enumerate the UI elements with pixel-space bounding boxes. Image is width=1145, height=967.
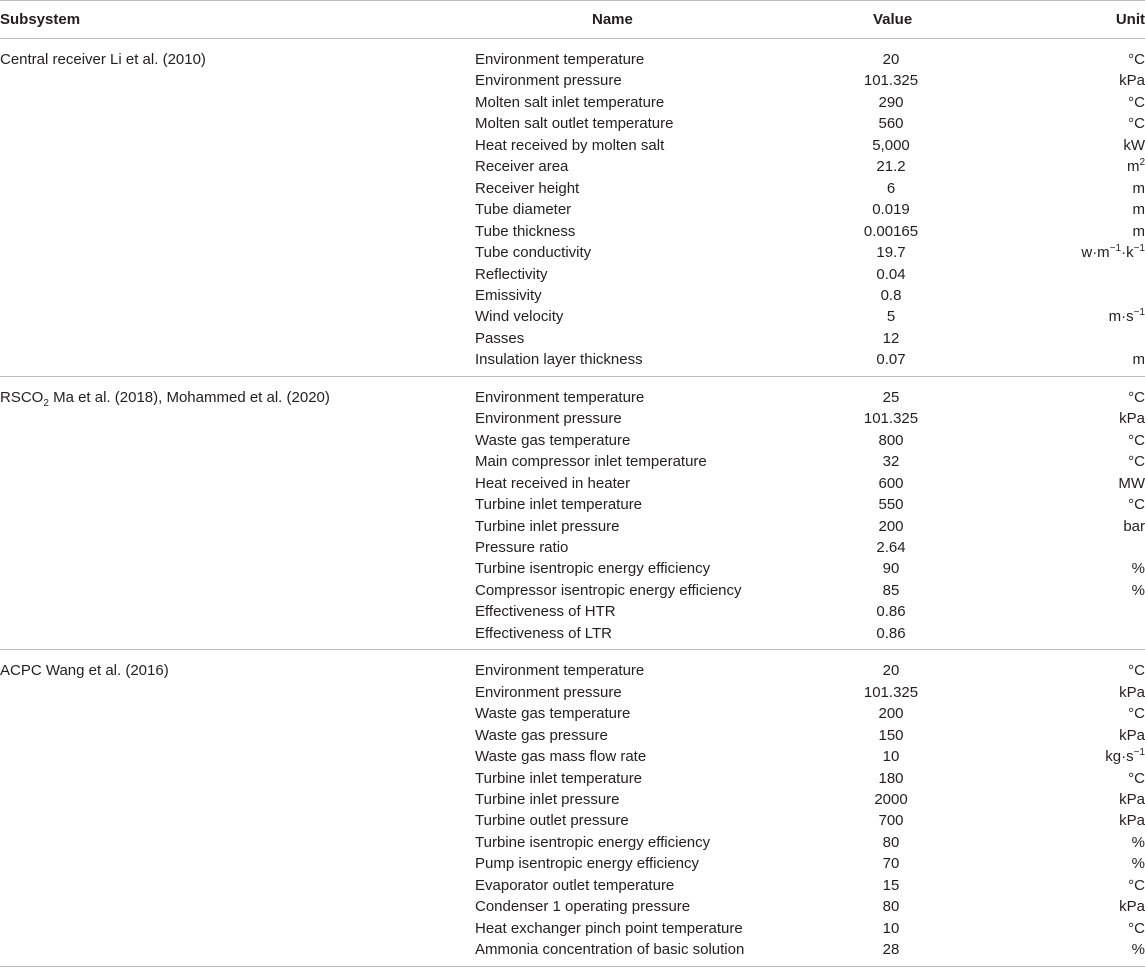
parameter-unit [1023, 810, 1145, 831]
table-row [0, 70, 1145, 91]
parameter-name: Reflectivity [475, 264, 805, 285]
parameter-unit [1023, 853, 1145, 874]
table-row [0, 349, 1145, 376]
table-row [0, 918, 1145, 939]
table-row [0, 832, 1145, 853]
subsystem-cell [0, 451, 475, 472]
unit-text: °C [1128, 496, 1145, 513]
subsystem-cell [0, 601, 475, 622]
parameter-unit [1023, 306, 1145, 327]
parameter-unit [1023, 682, 1145, 703]
subsystem-cell [0, 285, 475, 306]
parameter-name: Turbine inlet temperature [475, 494, 805, 515]
parameter-name: Main compressor inlet temperature [475, 451, 805, 472]
subsystem-cell [0, 875, 475, 896]
parameter-name: Compressor isentropic energy efficiency [475, 580, 805, 601]
subsystem-label: RSCO [0, 389, 43, 406]
parameter-name: Ammonia concentration of basic solution [475, 939, 805, 966]
subsystem-cell [0, 682, 475, 703]
table-row [0, 494, 1145, 515]
subsystem-label: ACPC Wang et al. (2016) [0, 662, 169, 679]
unit-text: °C [1128, 115, 1145, 132]
subsystem-cell [0, 408, 475, 429]
parameter-value: 85 [805, 580, 1023, 601]
parameter-name: Heat exchanger pinch point temperature [475, 918, 805, 939]
parameter-unit [1023, 264, 1145, 285]
parameter-value: 19.7 [805, 242, 1023, 263]
parameter-unit [1023, 939, 1145, 966]
parameter-name: Effectiveness of HTR [475, 601, 805, 622]
subsystem-cell [0, 264, 475, 285]
parameter-value: 20 [805, 650, 1023, 682]
table-row [0, 264, 1145, 285]
unit-text: °C [1128, 770, 1145, 787]
parameter-value: 0.86 [805, 623, 1023, 650]
unit-text: % [1132, 560, 1145, 577]
parameter-value: 150 [805, 725, 1023, 746]
unit-text: m [1133, 180, 1145, 197]
parameter-value: 21.2 [805, 156, 1023, 177]
subsystem-cell [0, 494, 475, 515]
table-row [0, 92, 1145, 113]
parameter-value: 70 [805, 853, 1023, 874]
parameter-name: Turbine isentropic energy efficiency [475, 832, 805, 853]
parameter-name: Turbine isentropic energy efficiency [475, 558, 805, 579]
unit-text: °C [1128, 705, 1145, 722]
unit-text: kPa [1119, 812, 1145, 829]
parameter-name: Environment pressure [475, 408, 805, 429]
subsystem-cell [0, 199, 475, 220]
table-row [0, 199, 1145, 220]
subsystem-cell [0, 39, 475, 71]
unit-text: °C [1128, 51, 1145, 68]
unit-exponent: −1 [1134, 307, 1145, 318]
parameter-value: 10 [805, 746, 1023, 767]
table-row [0, 939, 1145, 966]
unit-exponent: −1 [1134, 747, 1145, 758]
parameter-value: 20 [805, 39, 1023, 71]
unit-exponent: 2 [1139, 157, 1145, 168]
parameter-name: Environment pressure [475, 70, 805, 91]
table-row [0, 473, 1145, 494]
parameter-unit [1023, 328, 1145, 349]
table-row [0, 703, 1145, 724]
unit-text: °C [1128, 877, 1145, 894]
parameter-unit [1023, 650, 1145, 682]
subsystem-cell [0, 242, 475, 263]
parameter-unit [1023, 623, 1145, 650]
parameter-unit [1023, 768, 1145, 789]
unit-text: m [1133, 351, 1145, 368]
parameter-name: Environment temperature [475, 650, 805, 682]
table-row [0, 537, 1145, 558]
parameter-unit [1023, 746, 1145, 767]
parameter-value: 800 [805, 430, 1023, 451]
parameter-unit [1023, 875, 1145, 896]
subsystem-cell [0, 623, 475, 650]
parameter-value: 101.325 [805, 70, 1023, 91]
parameter-value: 101.325 [805, 682, 1023, 703]
table-row [0, 113, 1145, 134]
parameter-value: 80 [805, 896, 1023, 917]
unit-text: kg·s [1105, 748, 1133, 765]
unit-text: w·m [1081, 244, 1109, 261]
table-row [0, 451, 1145, 472]
subsystem-cell [0, 113, 475, 134]
parameter-value: 0.07 [805, 349, 1023, 376]
parameter-value: 15 [805, 875, 1023, 896]
unit-text: bar [1123, 518, 1145, 535]
parameter-name: Waste gas pressure [475, 725, 805, 746]
subsystem-cell [0, 725, 475, 746]
parameter-value: 5,000 [805, 135, 1023, 156]
unit-text: kPa [1119, 791, 1145, 808]
unit-exponent: −1 [1110, 243, 1121, 254]
unit-text: kW [1123, 137, 1145, 154]
table-row [0, 580, 1145, 601]
subsystem-cell [0, 580, 475, 601]
unit-text: % [1132, 855, 1145, 872]
unit-text: kPa [1119, 72, 1145, 89]
parameter-unit [1023, 473, 1145, 494]
subsystem-cell [0, 306, 475, 327]
table-row [0, 221, 1145, 242]
subsystem-cell [0, 135, 475, 156]
parameter-value: 32 [805, 451, 1023, 472]
parameter-name: Passes [475, 328, 805, 349]
subsystem-cell [0, 70, 475, 91]
subsystem-cell [0, 376, 475, 408]
parameter-unit [1023, 285, 1145, 306]
subsystem-subscript: 2 [43, 398, 49, 409]
table-row [0, 156, 1145, 177]
parameter-unit [1023, 92, 1145, 113]
parameter-unit [1023, 349, 1145, 376]
parameter-name: Environment temperature [475, 376, 805, 408]
subsystem-cell [0, 92, 475, 113]
parameter-value: 200 [805, 516, 1023, 537]
table-row [0, 810, 1145, 831]
parameter-unit [1023, 156, 1145, 177]
header-row [0, 1, 1145, 39]
unit-text: MW [1118, 475, 1145, 492]
table-row [0, 376, 1145, 408]
unit-text: % [1132, 941, 1145, 958]
table-row [0, 875, 1145, 896]
parameter-unit [1023, 703, 1145, 724]
unit-text: % [1132, 582, 1145, 599]
parameter-name: Turbine outlet pressure [475, 810, 805, 831]
parameter-unit [1023, 242, 1145, 263]
table-row [0, 328, 1145, 349]
parameter-unit [1023, 135, 1145, 156]
parameter-unit [1023, 789, 1145, 810]
unit-text-2: ·k [1121, 244, 1134, 261]
unit-exponent-2: −1 [1134, 243, 1145, 254]
parameter-name: Molten salt outlet temperature [475, 113, 805, 134]
header-unit: Unit [1023, 1, 1145, 39]
table-row [0, 789, 1145, 810]
subsystem-cell [0, 430, 475, 451]
parameter-unit [1023, 918, 1145, 939]
table-row [0, 285, 1145, 306]
parameter-value: 5 [805, 306, 1023, 327]
table-row [0, 650, 1145, 682]
subsystem-cell [0, 178, 475, 199]
table-body [0, 39, 1145, 967]
parameter-value: 6 [805, 178, 1023, 199]
parameter-unit [1023, 408, 1145, 429]
parameter-value: 10 [805, 918, 1023, 939]
table-row [0, 896, 1145, 917]
subsystem-cell [0, 328, 475, 349]
parameter-value: 2000 [805, 789, 1023, 810]
parameter-value: 101.325 [805, 408, 1023, 429]
parameter-value: 2.64 [805, 537, 1023, 558]
parameter-value: 560 [805, 113, 1023, 134]
parameter-unit [1023, 376, 1145, 408]
unit-text: °C [1128, 432, 1145, 449]
table-row [0, 242, 1145, 263]
parameter-name: Molten salt inlet temperature [475, 92, 805, 113]
unit-text: kPa [1119, 410, 1145, 427]
parameter-name: Turbine inlet temperature [475, 768, 805, 789]
parameter-name: Receiver area [475, 156, 805, 177]
parameter-name: Turbine inlet pressure [475, 516, 805, 537]
parameter-name: Receiver height [475, 178, 805, 199]
subsystem-cell [0, 473, 475, 494]
subsystem-cell [0, 650, 475, 682]
parameter-value: 0.04 [805, 264, 1023, 285]
parameter-name: Emissivity [475, 285, 805, 306]
subsystem-cell [0, 896, 475, 917]
parameter-value: 80 [805, 832, 1023, 853]
subsystem-label: Central receiver Li et al. (2010) [0, 51, 206, 68]
parameter-value: 180 [805, 768, 1023, 789]
parameter-unit [1023, 580, 1145, 601]
unit-text: kPa [1119, 684, 1145, 701]
parameter-name: Waste gas temperature [475, 703, 805, 724]
parameter-unit [1023, 537, 1145, 558]
table-row [0, 408, 1145, 429]
parameter-name: Wind velocity [475, 306, 805, 327]
table-row [0, 682, 1145, 703]
subsystem-cell [0, 810, 475, 831]
parameter-value: 28 [805, 939, 1023, 966]
subsystem-cell [0, 703, 475, 724]
parameter-value: 0.00165 [805, 221, 1023, 242]
subsystem-cell [0, 156, 475, 177]
parameter-value: 700 [805, 810, 1023, 831]
table-row [0, 306, 1145, 327]
parameter-unit [1023, 430, 1145, 451]
parameter-unit [1023, 494, 1145, 515]
table-row [0, 135, 1145, 156]
table-row [0, 853, 1145, 874]
table-row [0, 558, 1145, 579]
table-row [0, 516, 1145, 537]
subsystem-cell [0, 853, 475, 874]
subsystem-cell [0, 832, 475, 853]
unit-text: °C [1128, 389, 1145, 406]
table-row [0, 178, 1145, 199]
unit-text: m [1133, 223, 1145, 240]
subsystem-cell [0, 918, 475, 939]
table-row [0, 623, 1145, 650]
parameter-unit [1023, 39, 1145, 71]
parameter-unit [1023, 199, 1145, 220]
table-row [0, 39, 1145, 71]
table-row [0, 725, 1145, 746]
parameter-name: Turbine inlet pressure [475, 789, 805, 810]
subsystem-cell [0, 746, 475, 767]
parameter-name: Heat received by molten salt [475, 135, 805, 156]
parameter-value: 0.86 [805, 601, 1023, 622]
parameter-name: Waste gas mass flow rate [475, 746, 805, 767]
parameter-name: Waste gas temperature [475, 430, 805, 451]
parameter-name: Tube conductivity [475, 242, 805, 263]
parameter-unit [1023, 178, 1145, 199]
subsystem-cell [0, 537, 475, 558]
subsystem-cell [0, 768, 475, 789]
header-subsystem: Subsystem [0, 1, 475, 39]
unit-text: °C [1128, 453, 1145, 470]
unit-text: m [1127, 158, 1140, 175]
unit-text: °C [1128, 920, 1145, 937]
unit-text: °C [1128, 94, 1145, 111]
subsystem-cell [0, 349, 475, 376]
parameter-unit [1023, 896, 1145, 917]
subsystem-cell [0, 516, 475, 537]
parameter-unit [1023, 221, 1145, 242]
parameter-unit [1023, 516, 1145, 537]
unit-text: m [1133, 201, 1145, 218]
parameter-unit [1023, 601, 1145, 622]
parameter-unit [1023, 113, 1145, 134]
subsystem-cell [0, 789, 475, 810]
parameter-name: Heat received in heater [475, 473, 805, 494]
table-row [0, 430, 1145, 451]
header-value: Value [805, 1, 1023, 39]
parameter-unit [1023, 558, 1145, 579]
parameter-name: Effectiveness of LTR [475, 623, 805, 650]
parameter-value: 25 [805, 376, 1023, 408]
parameter-value: 0.8 [805, 285, 1023, 306]
parameter-value: 12 [805, 328, 1023, 349]
subsystem-cell [0, 221, 475, 242]
parameter-name: Condenser 1 operating pressure [475, 896, 805, 917]
header-name: Name [475, 1, 805, 39]
parameter-value: 550 [805, 494, 1023, 515]
unit-text: kPa [1119, 727, 1145, 744]
parameter-name: Pump isentropic energy efficiency [475, 853, 805, 874]
table-header [0, 1, 1145, 39]
parameter-unit [1023, 451, 1145, 472]
unit-text: kPa [1119, 898, 1145, 915]
subsystem-citation: Ma et al. (2018), Mohammed et al. (2020) [49, 389, 330, 406]
parameter-unit [1023, 70, 1145, 91]
parameter-name: Environment pressure [475, 682, 805, 703]
parameter-name: Environment temperature [475, 39, 805, 71]
parameter-name: Evaporator outlet temperature [475, 875, 805, 896]
parameter-name: Pressure ratio [475, 537, 805, 558]
unit-text: °C [1128, 662, 1145, 679]
parameter-name: Tube diameter [475, 199, 805, 220]
unit-text: m·s [1109, 308, 1134, 325]
table-row [0, 746, 1145, 767]
subsystem-cell [0, 939, 475, 966]
parameter-value: 200 [805, 703, 1023, 724]
parameter-value: 600 [805, 473, 1023, 494]
unit-text: % [1132, 834, 1145, 851]
table-row [0, 601, 1145, 622]
parameter-value: 90 [805, 558, 1023, 579]
parameter-unit [1023, 725, 1145, 746]
table-row [0, 768, 1145, 789]
parameter-value: 0.019 [805, 199, 1023, 220]
subsystem-cell [0, 558, 475, 579]
parameter-name: Insulation layer thickness [475, 349, 805, 376]
parameter-value: 290 [805, 92, 1023, 113]
parameter-unit [1023, 832, 1145, 853]
parameter-name: Tube thickness [475, 221, 805, 242]
